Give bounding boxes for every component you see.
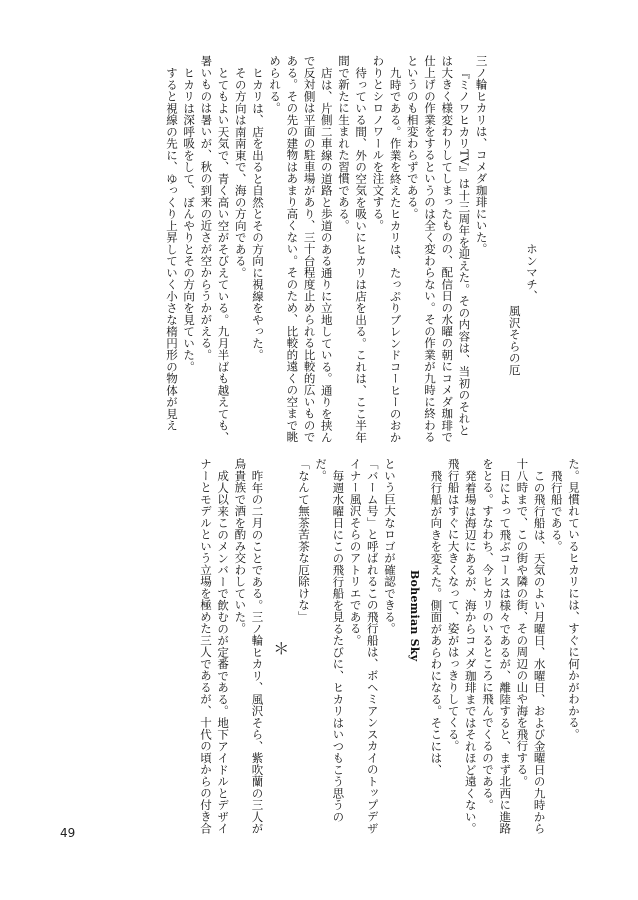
paragraph: 成人以来このメンバーで飲むのが定番である。地下アイドルとデザイナーとモデルという立場を極めた三人であるが、十代の頃からの付き合 (198, 458, 231, 834)
paragraph: 飛行船である。 (549, 469, 564, 552)
lower-text-block (100, 458, 582, 838)
paragraph: その方向は南南東で、海の方向である。 (233, 66, 248, 278)
paragraph: 『ミノワヒカリTV』は十三周年を迎えた。その内容は、当初のそれとは大きく様変わりしてしまったものの、配信日の水曜の朝にコメダ珈琲で仕上げの作業をするというのは全く変わらない。その作業が九時に終わるというのも相変わらずである。 (405, 55, 472, 443)
upper-text-block (100, 55, 540, 445)
paragraph: 「バーム号」と呼ばれるこの飛行船は、ボヘミアンスカイのトップデザイナー風沢そらのアトリエである。 (348, 458, 380, 834)
story-title: ホンマチ、 (525, 243, 539, 302)
paragraph: 日によって飛ぶコースは様々であるが、離陸すると、まず北西に進路をとる。すなわち、今ヒカリのいるところに飛んでくるのである。 (480, 458, 513, 834)
paragraph: 店は、片側二車線の道路と歩道のある通りに立地している。通りを挟んで反対側は平面の駐車場があり、三十台程度止められる比較的広いものである。その先の建物はあまり高くない。そのため、比較的遠くの空まで眺められる。 (268, 55, 334, 443)
paragraph: この飛行船は、天気のよい月曜日、水曜日、および金曜日の九時から十八時まで、この街や隣の街、その周辺の山や海を飛行する。 (515, 458, 547, 834)
paragraph: 昨年の二月のことである。三ノ輪ヒカリ、風沢そら、紫吹蘭の三人が鳥貴族で酒を酌み交わしていた。 (233, 458, 265, 834)
paragraph: すると視線の先に、ゆっくり上昇していく小さな楕円形の物体が見え (164, 66, 179, 431)
story-author: 風沢そらの厄 (507, 305, 522, 376)
paragraph: ヒカリは、店を出ると自然とその方向に視線をやった。 (250, 66, 265, 361)
page-number: 49 (60, 826, 76, 840)
paragraph: とてもよい天気で、青く高い空がそびえている。九月半ばも越えても、暑いものは暑いが、秋の到来の近さが空からうかがえる。 (199, 55, 231, 443)
heading-column (506, 55, 540, 445)
paragraph: 三ノ輪ヒカリは、コメダ珈琲にいた。 (474, 55, 489, 255)
paragraph: ヒカリは深呼吸をして、ぼんやりとその方向を見ていた。 (182, 66, 197, 372)
logo-text: Bohemian Sky (408, 570, 422, 662)
paragraph: 毎週水曜日にこの飛行船を見るたびに、ヒカリはいつもこう思うのだ。 (314, 458, 346, 822)
scene-break-asterisk: ＊ (270, 639, 290, 657)
paragraph: という巨大なロゴが確認できる。 (382, 458, 397, 635)
paragraph: 「なんて無茶苦茶な厄除けな」 (296, 458, 311, 623)
paragraph: 九時である。作業を終えたヒカリは、たっぷりブレンドコーヒーのおかわりとシロノワールを注文する。 (371, 55, 403, 443)
paragraph: 飛行船が向きを変えた。側面があらわになる。そこには、 (429, 469, 444, 775)
paragraph: 待っている間、外の空気を吸いにヒカリは店を出る。これは、ここ半年間で新たに生まれた習慣である。 (336, 55, 369, 443)
paragraph: 発着場は海辺にあるが、海からコメダ珈琲まではそれほど遠くない。飛行船はすぐに大きくなって、姿がはっきりしてくる。 (446, 458, 478, 834)
paragraph: た。見慣れているヒカリには、すぐに何かがわかる。 (567, 458, 581, 740)
